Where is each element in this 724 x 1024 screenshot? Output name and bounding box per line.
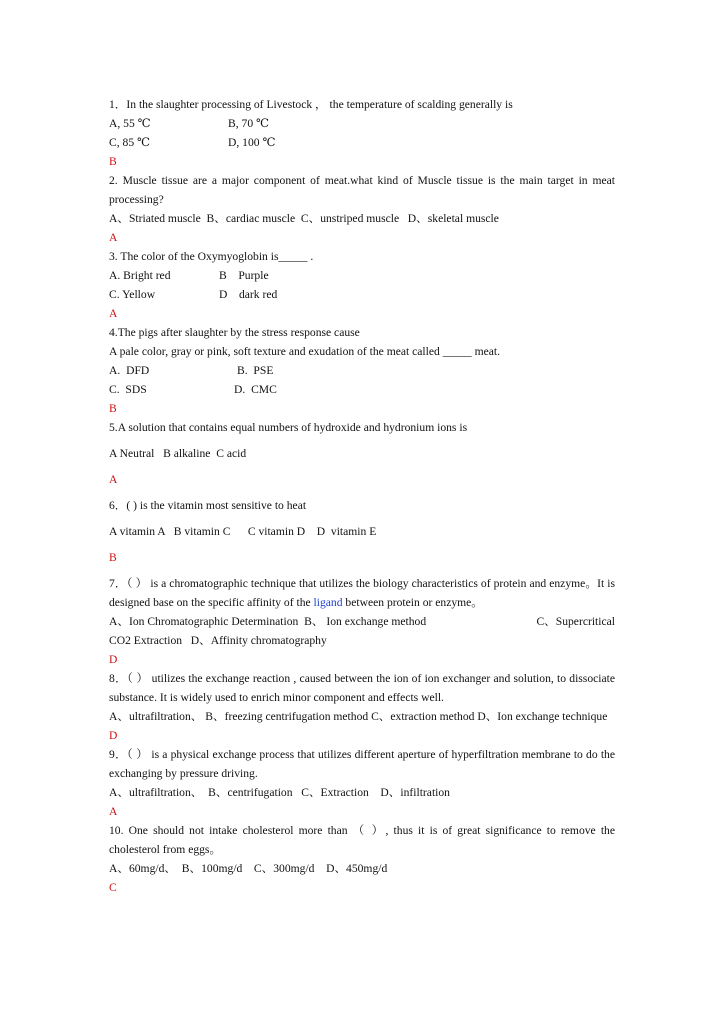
question-7-answer: D <box>109 653 118 666</box>
question-1-answer: B <box>109 155 117 168</box>
question-6-stem: 6．( ) is the vitamin most sensitive to heat <box>109 499 307 512</box>
question-1-stem: 1．In the slaughter processing of Livestock ， the temperature of scalding generally is <box>109 98 513 111</box>
option-b: B. PSE <box>237 364 274 377</box>
question-1-options-row-2 <box>109 133 615 152</box>
question-8-answer: D <box>109 729 118 742</box>
ligand-link[interactable]: ligand <box>313 596 343 609</box>
question-2-stem: 2. Muscle tissue are a major component of meat.what kind of Muscle tissue is the main target in meat processing? <box>109 174 615 206</box>
question-4-options-row-1 <box>109 361 615 380</box>
question-3-stem: 3. The color of the Oxymyoglobin is_____ . <box>109 250 314 263</box>
question-6-options: A vitamin A B vitamin C C vitamin D D vitamin E <box>109 525 377 538</box>
question-7-stem-end: between protein or enzyme。 <box>342 596 483 609</box>
question-3-options-row-2 <box>109 285 615 304</box>
question-5-answer: A <box>109 473 118 486</box>
spacer <box>109 489 615 496</box>
question-4-stem: 4.The pigs after slaughter by the stress response cause <box>109 326 360 339</box>
question-3-options-row-1 <box>109 266 615 285</box>
spacer <box>109 567 615 574</box>
option-c: C. Yellow <box>109 288 156 301</box>
question-4-options-row-2 <box>109 380 615 399</box>
document-body <box>109 95 615 897</box>
question-10-stem: 10. One should not intake cholesterol more than （ ）, thus it is of great significance to remove the cholesterol from eggs。 <box>109 824 615 856</box>
question-7-options-row-2: CO2 Extraction D、Affinity chromatography <box>109 634 327 647</box>
option-a: A, 55 ℃ <box>109 117 151 130</box>
question-10-answer: C <box>109 881 117 894</box>
question-10-options: A、60mg/d、 B、100mg/d C、300mg/d D、450mg/d <box>109 862 388 875</box>
question-6-answer: B <box>109 551 117 564</box>
option-c: C, 85 ℃ <box>109 136 150 149</box>
question-2-options: A、Striated muscle B、cardiac muscle C、unstriped muscle D、skeletal muscle <box>109 212 499 225</box>
question-7-stem <box>109 574 615 612</box>
spacer <box>109 463 615 470</box>
option-a: A. DFD <box>109 364 150 377</box>
option-c: C、Supercritical <box>536 615 615 628</box>
option-d: D. CMC <box>234 383 277 396</box>
option-b: B Purple <box>219 269 269 282</box>
question-5-stem: 5.A solution that contains equal numbers of hydroxide and hydronium ions is <box>109 421 468 434</box>
question-8-stem: 8．（ ） utilizes the exchange reaction , caused between the ion of ion exchanger and solution, to dissociate substance. It is widely used to enrich minor component and effects well. <box>109 672 615 704</box>
question-9-answer: A <box>109 805 118 818</box>
option-b: B, 70 ℃ <box>228 117 269 130</box>
question-1-options-row-1 <box>109 114 615 133</box>
question-4-stem-continued: A pale color, gray or pink, soft texture and exudation of the meat called _____ meat. <box>109 345 501 358</box>
option-d: D, 100 ℃ <box>228 136 276 149</box>
question-7-stem-text: 7．（ ） is a chromatographic technique that utilizes the biology characteristics of protein and enzyme。It is designed base on the specific affinity of the <box>109 577 615 609</box>
question-2-answer: A <box>109 231 118 244</box>
question-7-options-row-1 <box>109 612 615 631</box>
question-9-stem: 9．（ ） is a physical exchange process that utilizes different aperture of hyperfiltration membrane to do the exchanging by pressure driving. <box>109 748 615 780</box>
question-4-answer: B <box>109 402 117 415</box>
question-5-options: A Neutral B alkaline C acid <box>109 447 247 460</box>
spacer <box>109 541 615 548</box>
question-3-answer: A <box>109 307 118 320</box>
option-a-b: A、Ion Chromatographic Determination B、 Ion exchange method <box>109 615 427 628</box>
option-a: A. Bright red <box>109 269 171 282</box>
question-9-options: A、ultrafiltration、 B、centrifugation C、Extraction D、infiltration <box>109 786 450 799</box>
question-8-options: A、ultrafiltration、 B、freezing centrifugation method C、extraction method D、Ion exchange technique <box>109 710 608 723</box>
spacer <box>109 437 615 444</box>
option-c: C. SDS <box>109 383 147 396</box>
spacer <box>109 515 615 522</box>
option-d: D dark red <box>219 288 278 301</box>
